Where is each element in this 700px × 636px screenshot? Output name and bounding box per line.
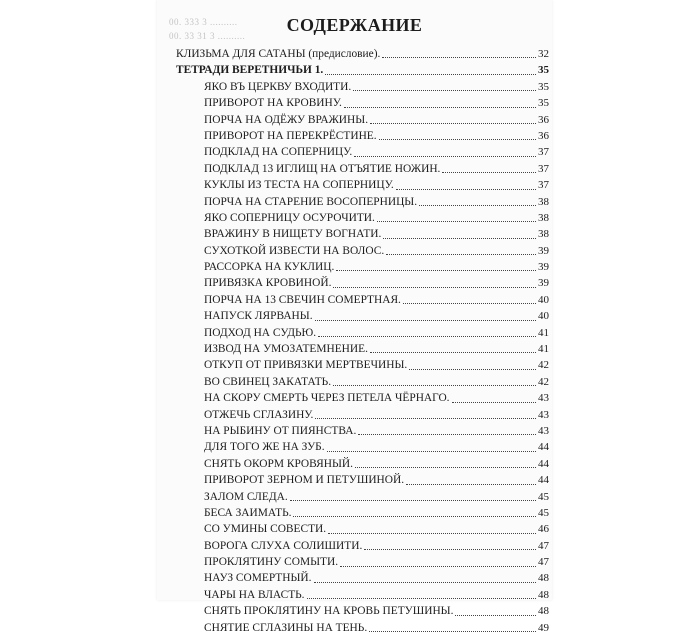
dot-leader [358,434,536,435]
toc-entry-title: ПРОКЛЯТИНУ СОМЫТИ. [204,556,339,569]
dot-leader [396,189,536,190]
toc-entry-page-number: 41 [538,326,549,339]
toc-entry-page-number: 43 [538,424,549,437]
dot-leader [325,74,536,75]
toc-entry-page-number: 42 [538,359,549,372]
toc-entry [176,472,549,488]
dot-leader [290,500,536,501]
dot-leader [355,467,536,468]
toc-entry-page-number: 40 [538,293,549,306]
dot-leader [307,598,536,599]
toc-entry [176,275,549,291]
toc-entry-title: РАССОРКА НА КУКЛИЦ. [204,261,335,274]
toc-entry-title: НАУЗ СОМЕРТНЫЙ. [204,572,312,585]
toc-entry-title: ЧАРЫ НА ВЛАСТЬ. [204,588,305,601]
bleed-through-line: 00. 33 31 3 .......... [169,31,246,41]
toc-entry [176,308,549,324]
dot-leader [370,123,536,124]
bleed-through-line: 00. 333 3 .......... [169,17,238,27]
toc-entry-title: ЗАЛОМ СЛЕДА. [204,490,288,503]
toc-entry-title: ЯКО ВЪ ЦЕРКВУ ВХОДИТИ. [204,80,352,93]
toc-entry [176,144,549,160]
toc-entry-title: НАПУСК ЛЯРВАНЫ. [204,310,313,323]
toc-entry-title: ОТЖЕЧЬ СГЛАЗИНУ. [204,408,314,421]
toc-entry-page-number: 41 [538,343,549,356]
toc-entry [176,521,549,537]
dot-leader [409,369,536,370]
toc-entry-title: НА РЫБИНУ ОТ ПИЯНСТВА. [204,424,357,437]
toc-entry-page-number: 45 [538,490,549,503]
toc-entry-page-number: 44 [538,474,549,487]
toc-entry [176,390,549,406]
toc-entry [176,62,549,78]
toc-entry-title: СНЯТЬ ПРОКЛЯТИНУ НА КРОВЬ ПЕТУШИНЫ. [204,605,454,618]
toc-entry-page-number: 39 [538,244,549,257]
toc-entry-title: ПРИВОРОТ ЗЕРНОМ И ПЕТУШИНОЙ. [204,474,405,487]
dot-leader [377,221,536,222]
toc-entry-page-number: 48 [538,588,549,601]
toc-entry-page-number: 32 [538,47,549,60]
toc-entry-page-number: 47 [538,539,549,552]
dot-leader [452,402,536,403]
dot-leader [386,254,536,255]
toc-entry-page-number: 43 [538,408,549,421]
dot-leader [293,516,536,517]
dot-leader [318,336,536,337]
toc-entry-page-number: 49 [538,621,549,634]
toc-entry [176,456,549,472]
toc-entry [176,128,549,144]
toc-entry [176,79,549,95]
toc-entry-title: СНЯТИЕ СГЛАЗИНЫ НА ТЕНЬ. [204,621,368,634]
dot-leader [333,287,536,288]
toc-entry [176,259,549,275]
toc-entry [176,226,549,242]
dot-leader [333,385,536,386]
toc-entry-page-number: 37 [538,162,549,175]
toc-entry-title: ПОРЧА НА ОДЁЖУ ВРАЖИНЫ. [204,113,369,126]
toc-entry [176,423,549,439]
dot-leader [354,156,536,157]
toc-entry-page-number: 47 [538,556,549,569]
toc-entry [176,489,549,505]
toc-entry-page-number: 40 [538,310,549,323]
dot-leader [455,615,536,616]
toc-entry-page-number: 38 [538,211,549,224]
toc-entry [176,603,549,619]
toc-entry-title: КЛИЗЬМА ДЛЯ САТАНЫ (предисловие). [176,47,381,60]
toc-entry-page-number: 35 [538,80,549,93]
dot-leader [419,205,536,206]
toc-entry [176,554,549,570]
dot-leader [382,57,536,58]
toc-entry [176,439,549,455]
toc-entry-page-number: 37 [538,146,549,159]
toc-entry-page-number: 43 [538,392,549,405]
dot-leader [370,352,536,353]
page-title: СОДЕРЖАНИЕ [286,15,423,35]
dot-leader [327,451,536,452]
toc-entry-page-number: 39 [538,277,549,290]
toc-entry-title: ОТКУП ОТ ПРИВЯЗКИ МЕРТВЕЧИНЫ. [204,359,408,372]
toc-entry [176,505,549,521]
toc-entry-page-number: 48 [538,572,549,585]
book-page [157,0,552,634]
dot-leader [336,270,536,271]
toc-entry [176,587,549,603]
toc-entry-title: НА СКОРУ СМЕРТЬ ЧЕРЕЗ ПЕТЕЛА ЧЁРНАГО. [204,392,450,405]
dot-leader [340,566,536,567]
toc-entry-page-number: 39 [538,261,549,274]
toc-entry-title: ВО СВИНЕЦ ЗАКАТАТЬ. [204,375,332,388]
dot-leader [369,631,536,632]
toc-entry-title: ВОРОГА СЛУХА СОЛИШИТИ. [204,539,363,552]
toc-entry-page-number: 38 [538,228,549,241]
toc-entry [176,620,549,636]
toc-entry [176,292,549,308]
toc-entry [176,341,549,357]
toc-entry [176,161,549,177]
dot-leader [406,484,536,485]
toc-entry [176,177,549,193]
toc-entry-page-number: 35 [538,64,549,77]
toc-entry-page-number: 45 [538,506,549,519]
toc-entry [176,374,549,390]
toc-entry-title: ВРАЖИНУ В НИЩЕТУ ВОГНАТИ. [204,228,382,241]
toc-entry-title: ДЛЯ ТОГО ЖЕ НА ЗУБ. [204,441,325,454]
dot-leader [403,303,536,304]
toc-entry-title: КУКЛЫ ИЗ ТЕСТА НА СОПЕРНИЦУ. [204,179,394,192]
toc-entry-page-number: 36 [538,113,549,126]
toc-entry-title: СНЯТЬ ОКОРМ КРОВЯНЫЙ. [204,457,354,470]
dot-leader [314,582,537,583]
toc-entry-page-number: 44 [538,441,549,454]
toc-entry-page-number: 44 [538,457,549,470]
toc-entry-title: ПРИВОРОТ НА ПЕРЕКРЁСТИНЕ. [204,129,377,142]
toc-entry [176,210,549,226]
toc-entry-title: СО УМИНЫ СОВЕСТИ. [204,523,327,536]
dot-leader [353,90,536,91]
toc-entry-title: БЕСА ЗАИМАТЬ. [204,506,292,519]
toc-entry-title: СУХОТКОЙ ИЗВЕСТИ НА ВОЛОС. [204,244,385,257]
toc-entry-title: ПОДХОД НА СУДЬЮ. [204,326,317,339]
dot-leader [328,533,536,534]
toc-entry-title: ПОРЧА НА 13 СВЕЧИН СОМЕРТНАЯ. [204,293,401,306]
toc-entry [176,243,549,259]
dot-leader [315,320,536,321]
toc-entry-page-number: 48 [538,605,549,618]
toc-entry-page-number: 42 [538,375,549,388]
dot-leader [379,139,536,140]
toc-entry-title: ТЕТРАДИ ВЕРЕТНИЧЬИ 1. [176,64,324,77]
toc-entry-title: ЯКО СОПЕРНИЦУ ОСУРОЧИТИ. [204,211,375,224]
toc-entry-title: ПРИВЯЗКА КРОВИНОЙ. [204,277,332,290]
toc-entry-page-number: 35 [538,97,549,110]
toc-entry-title: ПОДКЛАД 13 ИГЛИЩ НА ОТЪЯТИЕ НОЖИН. [204,162,441,175]
dot-leader [442,172,536,173]
toc-entry-title: ПОРЧА НА СТАРЕНИЕ ВОСОПЕРНИЦЫ. [204,195,418,208]
table-of-contents [176,46,549,636]
toc-entry-page-number: 46 [538,523,549,536]
toc-entry [176,325,549,341]
toc-entry-title: ИЗВОД НА УМОЗАТЕМНЕНИЕ. [204,343,368,356]
toc-entry [176,571,549,587]
dot-leader [315,418,536,419]
toc-entry [176,407,549,423]
dot-leader [364,549,536,550]
toc-entry [176,95,549,111]
toc-entry-page-number: 38 [538,195,549,208]
toc-entry-title: ПОДКЛАД НА СОПЕРНИЦУ. [204,146,353,159]
toc-entry [176,194,549,210]
toc-entry [176,538,549,554]
toc-entry [176,112,549,128]
toc-entry [176,46,549,62]
toc-entry-page-number: 36 [538,129,549,142]
dot-leader [344,107,536,108]
toc-entry [176,357,549,373]
toc-entry-title: ПРИВОРОТ НА КРОВИНУ. [204,97,342,110]
toc-entry-page-number: 37 [538,179,549,192]
dot-leader [383,238,536,239]
